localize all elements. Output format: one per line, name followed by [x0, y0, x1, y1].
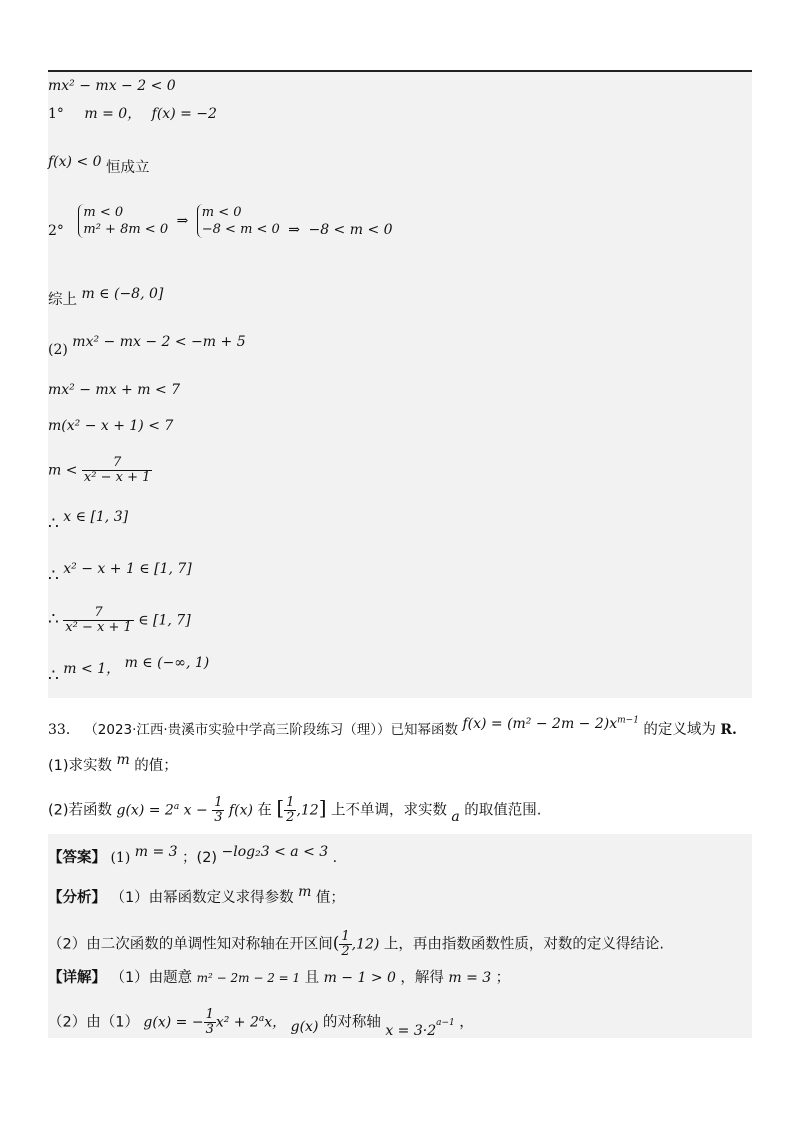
- detail-1-text: （1）由题意: [110, 970, 193, 986]
- g-function-start: g(x) = 2: [116, 802, 174, 819]
- detail-2-g-middle: x² + 2: [215, 1014, 259, 1031]
- therefore-line-4: [48, 655, 210, 686]
- analysis-2-text: （2）由二次函数的单调性知对称轴在开区间: [48, 936, 333, 953]
- part-2-bound-numerator: 7: [82, 456, 152, 471]
- case-2-system-a-line2: m² + 8m < 0: [83, 222, 169, 237]
- therefore-symbol: ∴: [48, 566, 59, 586]
- analysis-1-variable: m: [298, 884, 312, 900]
- case-1-conclusion: [48, 154, 150, 176]
- quadratic-range: x² − x + 1 ∈ [1, 7]: [63, 561, 192, 577]
- question-number: 33．: [48, 722, 80, 738]
- power-function-exponent: m−1: [617, 715, 639, 726]
- detail-1-equation: m² − 2m − 2 = 1: [196, 971, 301, 985]
- m-bound: m < 1，: [63, 661, 121, 677]
- detail-label: 【详解】: [48, 970, 106, 986]
- case-1-line: [48, 106, 217, 122]
- answer-part-2-value: −log₂3 < a < 3: [221, 844, 329, 860]
- detail-2-one-third: [204, 1008, 216, 1037]
- power-function-body: f(x) = (m² − 2m − 2)x: [462, 716, 618, 732]
- part-2-in: 在: [257, 802, 272, 819]
- therefore-line-3: [48, 606, 191, 635]
- case-1-condition: m = 0，: [84, 106, 142, 122]
- reciprocal-denominator: x² − x + 1: [65, 620, 132, 635]
- interval-half: [284, 796, 296, 825]
- analysis-label: 【分析】: [48, 890, 106, 906]
- therefore-symbol: ∴: [48, 609, 59, 630]
- g-function-exponent: a: [173, 801, 180, 812]
- detail-2-axis-text: 的对称轴: [322, 1014, 381, 1031]
- answer-part-1-value: m = 3: [134, 844, 178, 860]
- question-source: （2023·江西·贵溪市实验中学高三阶段练习（理））已知幂函数: [84, 722, 458, 738]
- detail-1-condition: m − 1 > 0: [323, 970, 396, 986]
- case-2-label: 2°: [48, 223, 64, 239]
- one-third-denominator: 3: [214, 810, 223, 825]
- part-2-suffix: 的取值范围.: [464, 802, 542, 819]
- analysis-2-suffix: 上，再由指数函数性质，对数的定义得结论.: [383, 936, 664, 953]
- summary-line: [48, 286, 164, 308]
- question-33-part-1: [48, 752, 178, 774]
- analysis-2-open-paren: (: [332, 933, 340, 954]
- g-function-f: f(x): [228, 802, 253, 819]
- case-2-line: [48, 204, 393, 238]
- part-1-prefix: (1)求实数: [48, 758, 113, 774]
- detail-2-axis-exponent: a−1: [436, 1017, 455, 1028]
- answer-line: [48, 844, 338, 866]
- part-2-prefix: (2)若函数: [48, 802, 113, 819]
- analysis-2-half-numerator: 1: [341, 929, 350, 944]
- g-function-middle: x −: [183, 802, 208, 819]
- answer-label: 【答案】: [48, 850, 106, 866]
- one-third-numerator: 1: [214, 795, 223, 810]
- detail-line-2: [48, 1008, 474, 1037]
- answer-end: .: [332, 850, 338, 866]
- detail-1-result: m = 3: [448, 970, 492, 986]
- part-2-inequality-1: mx² − mx − 2 < −m + 5: [72, 334, 246, 350]
- therefore-line-1: [48, 508, 129, 534]
- domain-symbol: R.: [720, 722, 737, 738]
- part-2-bound-fraction: [82, 456, 152, 485]
- part-2-label: (2): [48, 342, 68, 358]
- part-2-bound-denominator: x² − x + 1: [83, 470, 151, 485]
- detail-1-end: ；: [495, 970, 511, 986]
- detail-2-gx: g(x): [290, 1018, 319, 1035]
- question-33-part-2: [48, 796, 541, 825]
- detail-2-end: ，: [459, 1014, 474, 1031]
- part-2-inequality-3: m(x² − x + 1) < 7: [48, 418, 174, 434]
- interval-half-numerator: 1: [286, 795, 295, 810]
- analysis-line-1: [48, 884, 345, 906]
- answer-part-1: (1): [110, 850, 131, 866]
- one-third-fraction: [212, 796, 224, 825]
- detail-line-1: [48, 970, 510, 986]
- m-final-range: m ∈ (−∞, 1): [124, 655, 210, 671]
- analysis-1-text: （1）由幂函数定义求得参数: [110, 890, 294, 906]
- answer-separator: ；(2): [182, 850, 218, 866]
- case-1-inequality: f(x) < 0: [48, 154, 102, 170]
- part-1-variable: m: [116, 752, 130, 768]
- part-2-variable: a: [451, 808, 460, 825]
- detail-2-one-third-denominator: 3: [205, 1022, 214, 1037]
- therefore-symbol: ∴: [48, 666, 59, 686]
- detail-2-g-exponent: a: [258, 1013, 265, 1024]
- inequality-line: mx² − mx − 2 < 0: [48, 78, 176, 94]
- summary-range: m ∈ (−8, 0]: [81, 286, 164, 302]
- implies-arrow-1: ⇒: [176, 213, 189, 229]
- analysis-line-2: [48, 930, 664, 959]
- interval-right: ,12: [296, 802, 319, 819]
- case-1-text: 恒成立: [106, 160, 150, 176]
- detail-2-g-start: g(x) = −: [143, 1014, 204, 1031]
- case-1-label: 1°: [48, 106, 64, 122]
- therefore-symbol: ∴: [48, 514, 59, 534]
- part-2-fraction-line: [48, 456, 152, 485]
- analysis-2-half: [339, 930, 351, 959]
- analysis-2-half-denominator: 2: [341, 944, 350, 959]
- detail-1-and: 且: [304, 970, 320, 986]
- power-function: [462, 716, 643, 732]
- case-2-system-a-line1: m < 0: [83, 205, 124, 220]
- detail-2-axis-expr: x = 3·2: [385, 1022, 437, 1039]
- part-2-first-line: [48, 334, 246, 358]
- detail-1-solve: ，解得: [400, 970, 444, 986]
- case-1-function: f(x) = −2: [151, 106, 217, 122]
- interval-half-denominator: 2: [286, 810, 295, 825]
- implies-arrow-2: ⇒: [288, 222, 301, 238]
- therefore-line-2: [48, 560, 192, 586]
- interval-left-bracket: [: [276, 795, 285, 820]
- part-2-bound-left: m <: [48, 462, 78, 479]
- detail-2-text: （2）由（1）: [48, 1014, 139, 1031]
- reciprocal-numerator: 7: [63, 606, 133, 621]
- domain-text: 的定义域为: [643, 722, 716, 738]
- part-1-suffix: 的值；: [134, 758, 178, 774]
- analysis-1-suffix: 值；: [315, 890, 345, 906]
- case-2-result: −8 < m < 0: [308, 222, 393, 238]
- detail-2-one-third-numerator: 1: [205, 1007, 214, 1022]
- x-range: x ∈ [1, 3]: [63, 509, 129, 525]
- part-2-middle: 上不单调，求实数: [330, 802, 447, 819]
- case-2-system-b-line2: −8 < m < 0: [201, 222, 280, 237]
- question-33-title: [48, 715, 737, 739]
- reciprocal-range: ∈ [1, 7]: [138, 612, 191, 629]
- part-2-inequality-2: mx² − mx + m < 7: [48, 382, 181, 398]
- case-2-system-b-line1: m < 0: [201, 205, 242, 220]
- summary-text: 综上: [48, 292, 77, 308]
- case-2-system-a: [78, 204, 168, 238]
- detail-2-g-end: x，: [264, 1014, 287, 1031]
- reciprocal-fraction: [63, 606, 133, 635]
- interval-right-bracket: ]: [318, 795, 327, 820]
- case-2-system-b: [197, 204, 280, 238]
- analysis-2-interval: ,12): [351, 936, 380, 953]
